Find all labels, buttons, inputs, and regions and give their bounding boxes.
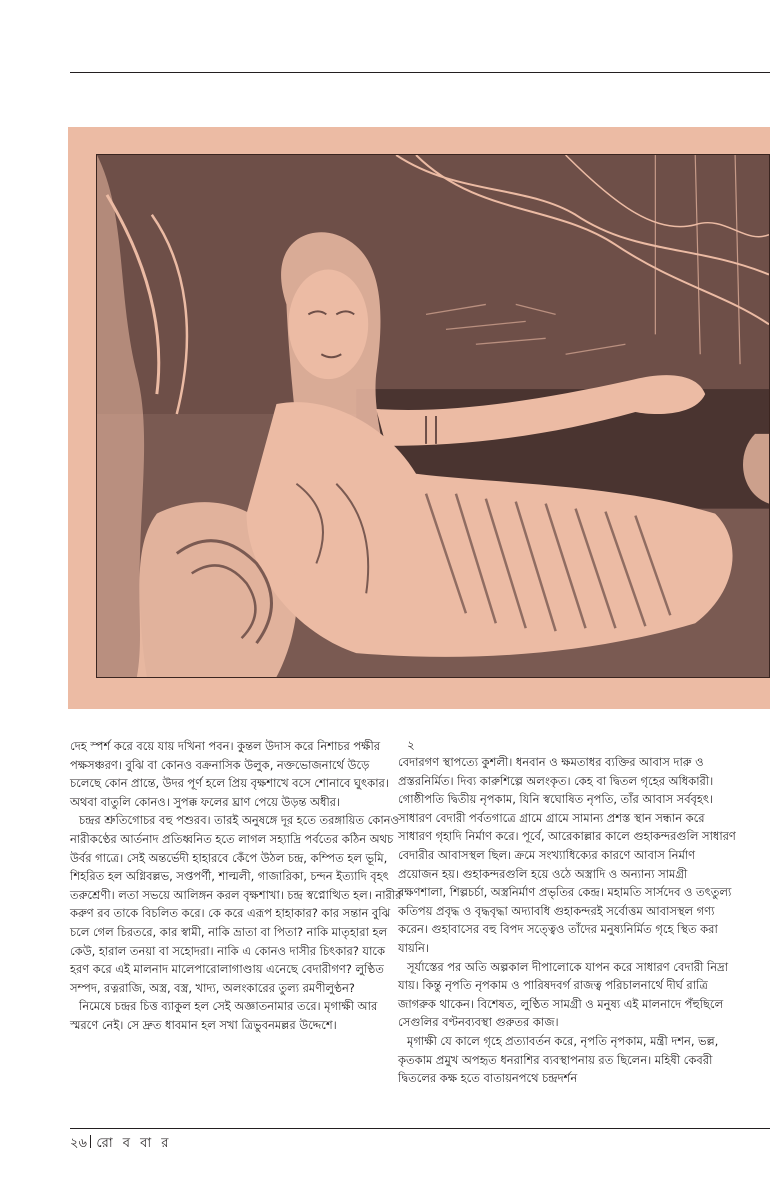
top-rule bbox=[70, 72, 770, 73]
footer-separator bbox=[90, 1135, 92, 1148]
section-number: ২ bbox=[407, 738, 415, 752]
paragraph: চন্দ্রর শ্রুতিগোচর বহু পশুরব। তারই অনুষঙ্গে দূর হতে তরঙ্গায়িত কোনও নারীকণ্ঠের আর্তনাদ প্রতিধ্বনিত হতে লাগল সহ্যাদ্রি পর্বতের কঠিন অথচ উর্বর গাত্রে। সেই অন্তর্ভেদী হাহারবে কেঁপে উঠল চন্দ্র, কম্পিত হল ভূমি, শিহরিত হল অগ্নিবল্লভ, সপ্তপর্ণী, শাল্মলী, গাজারিকা, চন্দন ইত্যাদি বৃহৎ তরুশ্রেণী। লতা সভয়ে আলিঙ্গন করল বৃক্ষশাখা। চন্দ্র স্বপ্নোত্থিত হল। নারীর করুণ রব তাকে বিচলিত করে। কে করে এরূপ হাহাকার? কার সন্তান বুঝি চলে গেল চিরতরে, কার স্বামী, নাকি ভ্রাতা বা পিতা? নাকি মাতৃহারা হল কেউ, হারাল তনয়া বা সহোদরা। নাকি এ কোনও দাসীর চিৎকার? যাকে হরণ করে এই মালনাদ মালেপারোলাগাণ্ডায় এনেছে বেদারীগণ? লুণ্ঠিত সম্পদ, রত্নরাজি, অস্ত্র, বস্ত্র, খাদ্য, অলংকারের তুল্য রমণীলুণ্ঠন? bbox=[70, 813, 402, 995]
article-right-column bbox=[398, 737, 736, 1088]
page-number: ২৬ bbox=[70, 1136, 87, 1151]
illustration-drawing bbox=[97, 155, 769, 677]
paragraph: বেদারগণ স্থাপত্যে কুশলী। ধনবান ও ক্ষমতাধর ব্যক্তির আবাস দারু ও প্রস্তরনির্মিত। দিব্য কারুশিল্পে অলংকৃত। কেহ বা দ্বিতল গৃহের অধিকারী। গোষ্ঠীপতি দ্বিতীয় নৃপকাম, যিনি স্বঘোষিত নৃপতি, তাঁর আবাস সর্ববৃহৎ। সাধারণ বেদারী পর্বতগাত্রে গ্রামে গ্রামে সামান্য প্রশস্ত স্থান সন্ধান করে সাধারণ গৃহাদি নির্মাণ করে। পূর্বে, আরেকাল্লার কালে গুহাকন্দরগুলি সাধারণ বেদারীর আবাসস্থল ছিল। ক্রমে সংখ্যাধিক্যের কারণে আবাস নির্মাণ প্রয়োজন হয়। গুহাকন্দরগুলি হয়ে ওঠে অস্ত্রাদি ও অন্যান্য সামগ্রী রক্ষণশালা, শিল্পচর্চা, অস্ত্রনির্মাণ প্রভৃতির কেন্দ্র। মহামতি সার্সদেব ও তৎতুল্য কতিপয় প্রবৃদ্ধ ও বৃদ্ধবৃদ্ধা অদ্যাবধি গুহাকন্দরই সর্বোত্তম আবাসস্থল গণ্য করেন। গুহাবাসের বহু বিপদ সত্ত্বেও তাঁদের মনুষ্যনির্মিত গৃহে স্থিত করা যায়নি। bbox=[398, 755, 736, 955]
page-footer bbox=[70, 1135, 171, 1153]
bottom-rule bbox=[70, 1128, 770, 1129]
paragraph: দেহ স্পর্শ করে বয়ে যায় দখিনা পবন। কুন্তল উদাস করে নিশাচর পক্ষীর পক্ষসঞ্চরণ। বুঝি বা কোনও বক্রনাসিক উলুক, নক্তভোজনার্থে উড়ে চলেছে কোন প্রান্তে, উদর পূর্ণ হলে প্রিয় বৃক্ষশাখে বসে শোনাবে ঘুৎকার। অথবা বাতুলি কোনও। সুপক্ক ফলের ঘ্রাণ পেয়ে উড়ন্ত অধীর। bbox=[70, 739, 389, 809]
paragraph: নিমেষে চন্দ্রর চিত্ত ব্যাকুল হল সেই অজ্ঞাতনামার তরে। মৃগাক্ষী আর স্মরণে নেই। সে দ্রুত ধাবমান হল সখা ত্রিভুবনমল্লর উদ্দেশে। bbox=[70, 999, 378, 1032]
magazine-name: রো ব বা র bbox=[96, 1136, 172, 1151]
article-left-column bbox=[70, 737, 402, 1035]
paragraph: মৃগাক্ষী যে কালে গৃহে প্রত্যাবর্তন করে, নৃপতি নৃপকাম, মন্ত্রী দশন, ভল্ল, কৃতকাম প্রমুখ অপহৃত ধনরাশির ব্যবস্থাপনায় রত ছিলেন। মহিষী কেবরী দ্বিতলের কক্ষ হতে বাতায়নপথে চন্দ্রদর্শন bbox=[398, 1033, 719, 1086]
paragraph: সূর্যাস্তের পর অতি অল্পকাল দীপালোকে যাপন করে সাধারণ বেদারী নিদ্রা যায়। কিন্তু নৃপতি নৃপকাম ও পারিষদবর্গ রাজত্ব পরিচালনার্থে দীর্ঘ রাত্রি জাগরুক থাকেন। বিশেষত, লুণ্ঠিত সামগ্রী ও মনুষ্য এই মালনাদে পঁহুছিলে সেগুলির বণ্টনব্যবস্থা গুরুতর কাজ। bbox=[398, 959, 728, 1030]
illustration-woman-reclining bbox=[96, 154, 770, 678]
illustration-panel bbox=[68, 127, 770, 709]
